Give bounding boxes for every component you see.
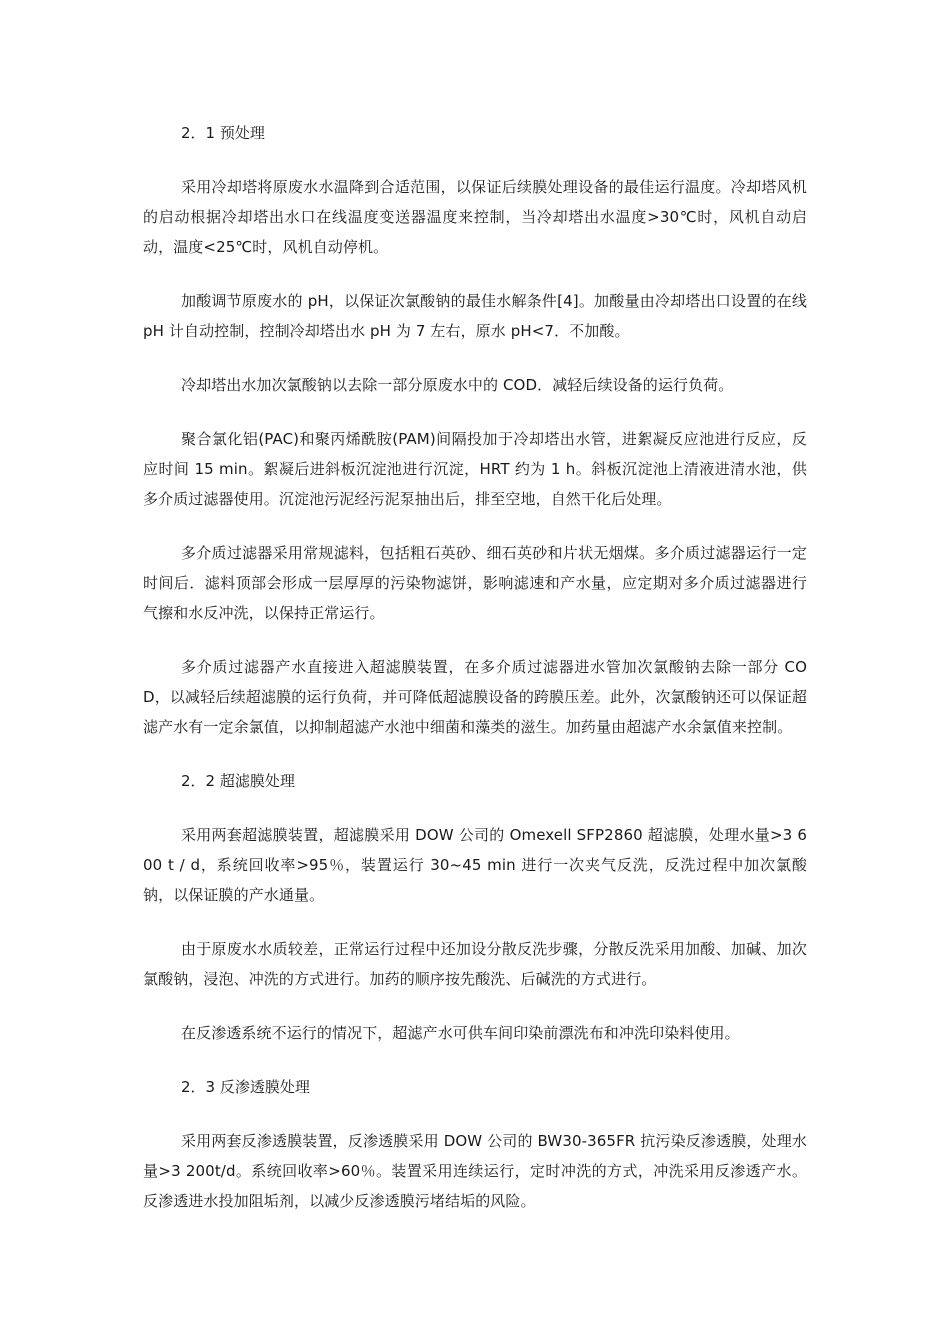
paragraph-cooling-tower: 采用冷却塔将原废水水温降到合适范围，以保证后续膜处理设备的最佳运行温度。冷却塔风机的启动根据冷却塔出水口在线温度变送器温度来控制，当冷却塔出水温度>30℃时，风机自动启动，温度<25℃时，风机自动停机。	[143, 178, 807, 256]
paragraph-uf-devices: 采用两套超滤膜装置，超滤膜采用 DOW 公司的 Omexell SFP2860 超滤膜，处理水量>3 600 t / d，系统回收率>95％，装置运行 30~45 min 进行一次夹气反洗，反洗过程中加次氯酸钠，以保证膜的产水通量。	[143, 826, 807, 904]
paragraph-uf-reuse: 在反渗透系统不运行的情况下，超滤产水可供车间印染前漂洗布和冲洗印染料使用。	[181, 1024, 740, 1042]
paragraph-flocculation: 聚合氯化铝(PAC)和聚丙烯酰胺(PAM)间隔投加于冷却塔出水管，进絮凝反应池进行反应，反应时间 15 min。絮凝后进斜板沉淀池进行沉淀，HRT 约为 1 h。斜板沉淀池上清液进清水池，供多介质过滤器使用。沉淀池污泥经污泥泵抽出后，排至空地，自然干化后处理。	[143, 430, 807, 508]
section-heading-2-1: 2．1 预处理	[181, 124, 265, 142]
paragraph-filter-to-uf: 多介质过滤器产水直接进入超滤膜装置，在多介质过滤器进水管加次氯酸钠去除一部分 COD，以减轻后续超滤膜的运行负荷，并可降低超滤膜设备的跨膜压差。此外，次氯酸钠还可以保证超滤产水有一定余氯值，以抑制超滤产水池中细菌和藻类的滋生。加药量由超滤产水余氯值来控制。	[143, 658, 807, 736]
section-heading-2-2: 2．2 超滤膜处理	[181, 772, 295, 790]
section-heading-2-3: 2．3 反渗透膜处理	[181, 1078, 310, 1096]
paragraph-acid-ph: 加酸调节原废水的 pH，以保证次氯酸钠的最佳水解条件[4]。加酸量由冷却塔出口设置的在线 pH 计自动控制，控制冷却塔出水 pH 为 7 左右，原水 pH<7．不加酸。	[143, 292, 807, 340]
paragraph-ro-devices: 采用两套反渗透膜装置，反渗透膜采用 DOW 公司的 BW30-365FR 抗污染反渗透膜，处理水量>3 200t/d。系统回收率>60％。装置采用连续运行，定时冲洗的方式，冲洗采用反渗透产水。反渗透进水投加阻垢剂，以减少反渗透膜污堵结垢的风险。	[143, 1132, 807, 1210]
document-body	[143, 118, 807, 1240]
paragraph-multimedia-filter: 多介质过滤器采用常规滤料，包括粗石英砂、细石英砂和片状无烟煤。多介质过滤器运行一定时间后．滤料顶部会形成一层厚厚的污染物滤饼，影响滤速和产水量，应定期对多介质过滤器进行气擦和水反冲洗，以保持正常运行。	[143, 544, 807, 622]
paragraph-dispersed-backwash: 由于原废水水质较差，正常运行过程中还加设分散反洗步骤，分散反洗采用加酸、加碱、加次氯酸钠，浸泡、冲洗的方式进行。加药的顺序按先酸洗、后碱洗的方式进行。	[143, 940, 807, 988]
paragraph-hypochlorite-cod: 冷却塔出水加次氯酸钠以去除一部分原废水中的 COD．减轻后续设备的运行负荷。	[181, 376, 734, 394]
